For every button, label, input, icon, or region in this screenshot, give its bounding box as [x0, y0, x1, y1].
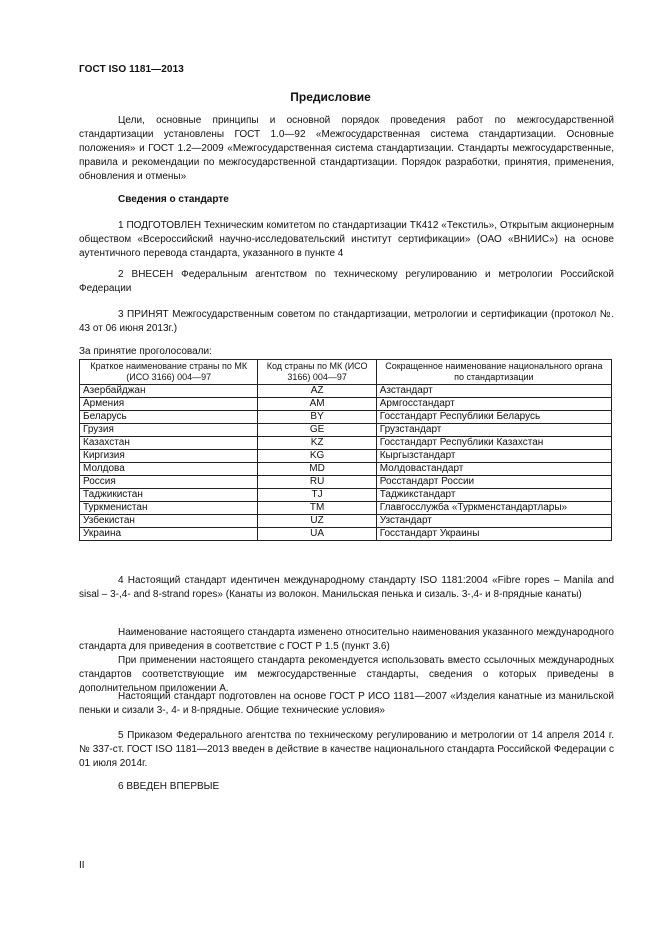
- voting-table: [79, 359, 612, 541]
- table-header-row: [80, 360, 612, 385]
- table-row: [80, 476, 612, 489]
- authority-cell: Госстандарт Республики Казахстан: [376, 437, 611, 450]
- section-title: Сведения о стандарте: [118, 194, 229, 205]
- authority-cell: Госстандарт Украины: [376, 528, 611, 541]
- table-row: [80, 398, 612, 411]
- authority-cell: Грузстандарт: [376, 424, 611, 437]
- country-cell: Азербайджан: [80, 385, 258, 398]
- item-4-references: При применении настоящего стандарта рекомендуется использовать вместо ссылочных международных стандартов соответствующие им межгосударственные стандарты, сведения о которых приведены в дополнительном приложении А.: [79, 655, 614, 694]
- table-row: [80, 515, 612, 528]
- item-3-adopted: 3 ПРИНЯТ Межгосударственным советом по стандартизации, метрологии и сертификации (протокол №. 43 от 06 июня 2013г.): [79, 309, 614, 334]
- column-header-code: Код страны по МК (ИСО 3166) 004—97: [258, 360, 376, 385]
- code-cell: UA: [258, 528, 376, 541]
- code-cell: TM: [258, 502, 376, 515]
- code-cell: BY: [258, 411, 376, 424]
- table-row: [80, 411, 612, 424]
- country-cell: Россия: [80, 476, 258, 489]
- item-5-order: 5 Приказом Федерального агентства по техническому регулированию и метрологии от 14 апреля 2014 г. № 337-ст. ГОСТ ISO 1181—2013 введен в действие в качестве национального стандарта Российской Федерации с 01 июля 2014г.: [79, 730, 614, 769]
- table-row: [80, 528, 612, 541]
- code-cell: TJ: [258, 489, 376, 502]
- country-cell: Туркменистан: [80, 502, 258, 515]
- item-4-name-change: Наименование настоящего стандарта изменено относительно наименования указанного международного стандарта для приведения в соответствие с ГОСТ Р 1.5 (пункт 3.6): [79, 627, 614, 652]
- code-cell: GE: [258, 424, 376, 437]
- country-cell: Киргизия: [80, 450, 258, 463]
- country-cell: Беларусь: [80, 411, 258, 424]
- country-cell: Таджикистан: [80, 489, 258, 502]
- table-row: [80, 502, 612, 515]
- authority-cell: Узстандарт: [376, 515, 611, 528]
- item-4-basis: Настоящий стандарт подготовлен на основе ГОСТ Р ИСО 1181—2007 «Изделия канатные из манильской пеньки и сизали 3-, 4- и 8-прядные. Общие технические условия»: [79, 691, 614, 716]
- country-cell: Молдова: [80, 463, 258, 476]
- voted-label: За принятие проголосовали:: [79, 346, 212, 357]
- authority-cell: Армгосстандарт: [376, 398, 611, 411]
- code-cell: RU: [258, 476, 376, 489]
- authority-cell: Главгосслужба «Туркменстандартлары»: [376, 502, 611, 515]
- authority-cell: Росстандарт России: [376, 476, 611, 489]
- authority-cell: Кыргызстандарт: [376, 450, 611, 463]
- authority-cell: Таджикстандарт: [376, 489, 611, 502]
- country-cell: Украина: [80, 528, 258, 541]
- country-cell: Грузия: [80, 424, 258, 437]
- table-row: [80, 489, 612, 502]
- code-cell: AM: [258, 398, 376, 411]
- column-header-authority: Сокращенное наименование национального органа по стандартизации: [376, 360, 611, 385]
- item-1-prepared: 1 ПОДГОТОВЛЕН Техническим комитетом по стандартизации ТК412 «Текстиль», Открытым акционерным обществом «Всероссийский научно-исследовательский институт сертификации» (ОАО «ВНИИС») на основе аутентичного перевода стандарта, указанного в пункте 4: [79, 220, 614, 259]
- code-cell: AZ: [258, 385, 376, 398]
- authority-cell: Госстандарт Республики Беларусь: [376, 411, 611, 424]
- code-cell: KZ: [258, 437, 376, 450]
- table-row: [80, 385, 612, 398]
- document-code: ГОСТ ISO 1181—2013: [79, 64, 184, 75]
- code-cell: MD: [258, 463, 376, 476]
- item-6-introduced-first: 6 ВВЕДЕН ВПЕРВЫЕ: [118, 781, 220, 792]
- item-2-introduced: 2 ВНЕСЕН Федеральным агентством по техническому регулированию и метрологии Российской Федерации: [79, 269, 614, 294]
- column-header-country: Краткое наименование страны по МК (ИСО 3166) 004—97: [80, 360, 258, 385]
- item-4-identical: 4 Настоящий стандарт идентичен международному стандарту ISO 1181:2004 «Fibre ropes – Manila and sisal – 3-,4- and 8-strand ropes» (Канаты из волокон. Манильская пенька и сизаль. 3-,4- и 8-прядные канаты): [79, 575, 614, 600]
- authority-cell: Молдовастандарт: [376, 463, 611, 476]
- code-cell: UZ: [258, 515, 376, 528]
- table-row: [80, 463, 612, 476]
- intro-paragraph: Цели, основные принципы и основной порядок проведения работ по межгосударственной стандартизации установлены ГОСТ 1.0—92 «Межгосударственная система стандартизации. Основные положения» и ГОСТ 1.2—2009 «Межгосударственная система стандартизации. Стандарты межгосударственные, правила и рекомендации по межгосударственной стандартизации. Порядок разработки, принятия, применения, обновления и отмены»: [79, 115, 614, 182]
- table-row: [80, 437, 612, 450]
- table-row: [80, 424, 612, 437]
- page-title: Предисловие: [290, 90, 371, 104]
- page-number: II: [79, 860, 85, 871]
- country-cell: Узбекистан: [80, 515, 258, 528]
- code-cell: KG: [258, 450, 376, 463]
- authority-cell: Азстандарт: [376, 385, 611, 398]
- table-row: [80, 450, 612, 463]
- country-cell: Армения: [80, 398, 258, 411]
- country-cell: Казахстан: [80, 437, 258, 450]
